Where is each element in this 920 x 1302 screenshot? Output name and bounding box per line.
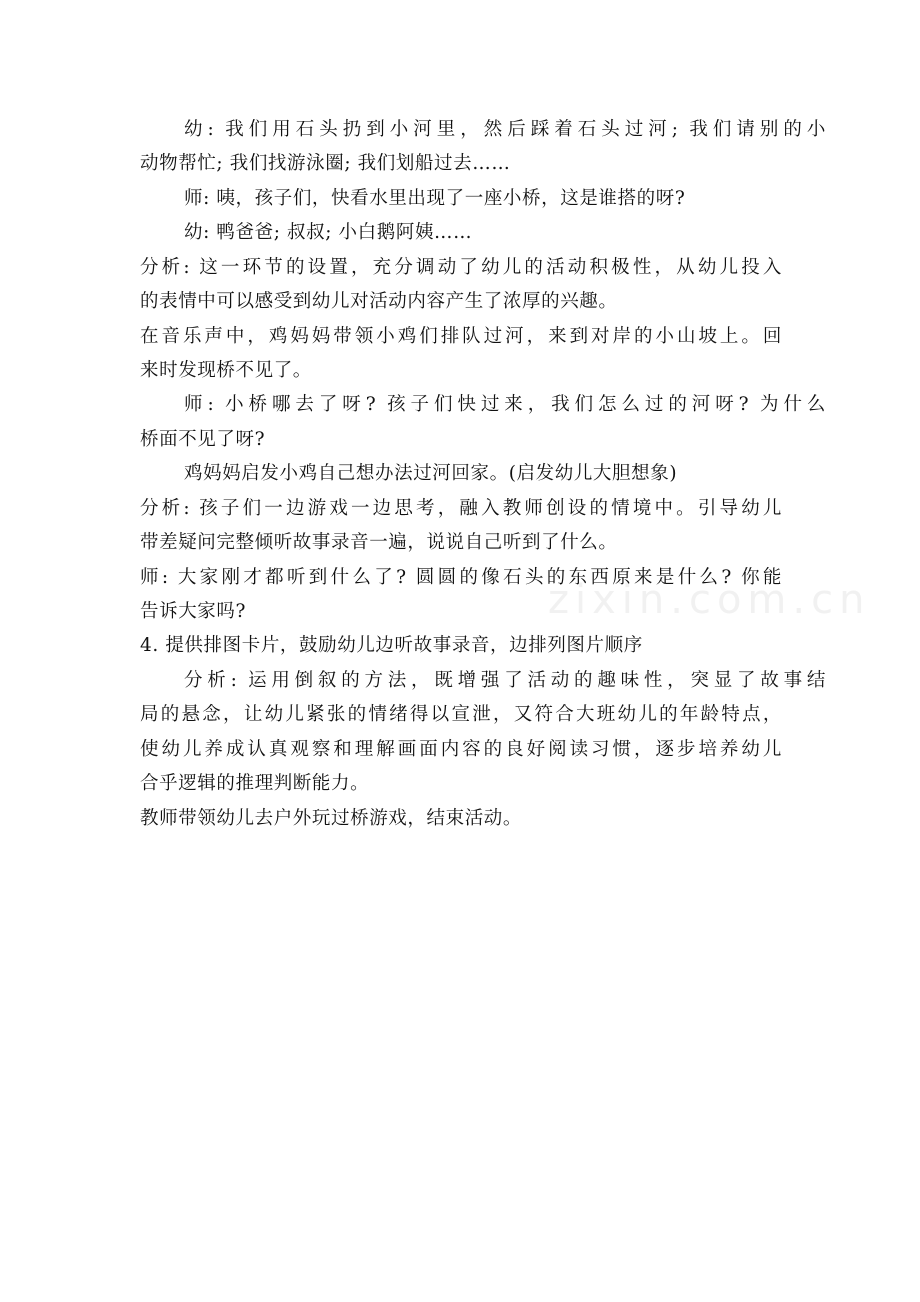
- paragraph-line: 分析: 孩子们一边游戏一边思考，融入教师创设的情境中。引导幼儿: [140, 498, 782, 519]
- paragraph-line: 师: 大家刚才都听到什么了? 圆圆的像石头的东西原来是什么? 你能: [140, 567, 782, 588]
- paragraph-line: 桥面不见了呀?: [140, 429, 266, 450]
- paragraph-line: 幼: 鸭爸爸; 叔叔; 小白鹅阿姨……: [184, 222, 473, 243]
- paragraph-line: 分析: 这一环节的设置，充分调动了幼儿的活动积极性，从幼儿投入: [140, 257, 782, 278]
- paragraph-line: 局的悬念，让幼儿紧张的情绪得以宣泄，又符合大班幼儿的年龄特点，: [140, 704, 782, 725]
- paragraph-line: 来时发现桥不见了。: [140, 360, 312, 381]
- paragraph-line: 带差疑问完整倾听故事录音一遍，说说自己听到了什么。: [140, 532, 618, 553]
- list-item-heading: 4. 提供排图卡片，鼓励幼儿边听故事录音，边排列图片顺序: [140, 635, 643, 656]
- paragraph-line: 动物帮忙; 我们找游泳圈; 我们划船过去……: [140, 153, 511, 174]
- paragraph-line: 的表情中可以感受到幼儿对活动内容产生了浓厚的兴趣。: [140, 291, 618, 312]
- paragraph-line: 师: 咦，孩子们，快看水里出现了一座小桥，这是谁搭的呀?: [184, 188, 686, 209]
- paragraph-line: 幼: 我们用石头扔到小河里，然后踩着石头过河; 我们请别的小: [184, 119, 826, 140]
- paragraph-line: 教师带领幼儿去户外玩过桥游戏，结束活动。: [140, 808, 523, 829]
- paragraph-line: 告诉大家吗?: [140, 601, 247, 622]
- paragraph-line: 使幼儿养成认真观察和理解画面内容的良好阅读习惯，逐步培养幼儿: [140, 739, 782, 760]
- paragraph-line: 在音乐声中，鸡妈妈带领小鸡们排队过河，来到对岸的小山坡上。回: [140, 326, 782, 347]
- paragraph-line: 师: 小桥哪去了呀? 孩子们快过来，我们怎么过的河呀? 为什么: [184, 394, 826, 415]
- paragraph-line: 鸡妈妈启发小鸡自己想办法过河回家。(启发幼儿大胆想象): [184, 463, 678, 484]
- paragraph-line: 合乎逻辑的推理判断能力。: [140, 773, 370, 794]
- watermark: zixin.com.cn: [548, 577, 871, 623]
- paragraph-line: 分析: 运用倒叙的方法，既增强了活动的趣味性，突显了故事结: [184, 670, 826, 691]
